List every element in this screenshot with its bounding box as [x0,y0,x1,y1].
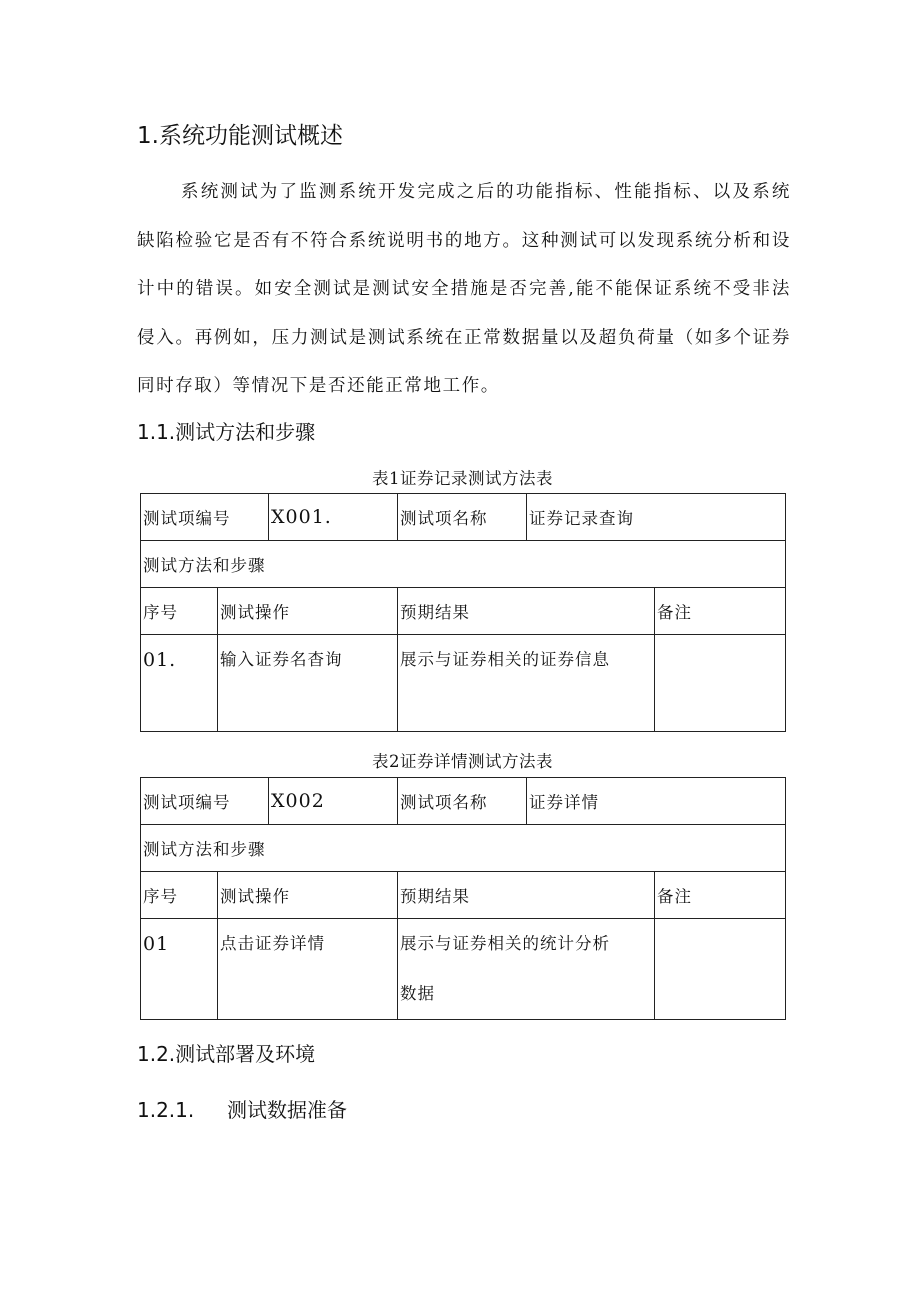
section-heading-1-1: 1.1.测试方法和步骤 [137,420,316,444]
row-note [655,919,786,1020]
item-name-label: 测试项名称 [398,778,527,825]
heading-number: 1.2.1. [137,1098,195,1122]
table1-caption: 表1证券记录测试方法表 [372,469,553,488]
heading-text: 测试数据准备 [227,1098,347,1122]
table1 [140,493,786,732]
section-heading-1-2: 1.2.测试部署及环境 [137,1042,316,1066]
table-row [141,635,786,732]
col-op-header: 测试操作 [218,588,398,635]
row-op: 点击证券详情 [218,919,398,1020]
intro-paragraph: 系统测试为了监测系统开发完成之后的功能指标、性能指标、以及系统缺陷检验它是否有不符合系统说明书的地方。这种测试可以发现系统分析和设计中的错误。如安全测试是测试安全措施是否完善,能不能保证系统不受非法侵入。再例如，压力测试是测试系统在正常数据量以及超负荷量（如多个证券同时存取）等情况下是否还能正常地工作。 [137,182,791,397]
col-seq-header: 序号 [141,872,218,919]
table2-column-header-row [141,872,786,919]
table1-header-row [141,494,786,541]
table1-column-header-row [141,588,786,635]
row-op: 输入证券名杳询 [218,635,398,732]
table2-caption: 表2证券详情测试方法表 [372,752,553,771]
row-note [655,635,786,732]
item-name-value: 证券记录查询 [527,494,786,541]
method-label: 测试方法和步骤 [141,541,786,588]
col-op-header: 测试操作 [218,872,398,919]
col-expect-header: 预期结果 [398,872,655,919]
item-no-value: X002 [269,778,398,825]
col-seq-header: 序号 [141,588,218,635]
table2 [140,777,786,1020]
table2-header-row [141,778,786,825]
method-label: 测试方法和步骤 [141,825,786,872]
section-heading-1-2-1 [137,1096,347,1124]
row-seq: 01 [141,919,218,1020]
item-no-value: X001. [269,494,398,541]
item-no-label: 测试项编号 [141,494,269,541]
row-seq: 01. [141,635,218,732]
row-expect: 展示与证券相关的证券信息 [398,635,655,732]
table2-method-row [141,825,786,872]
item-name-value: 证券详情 [527,778,786,825]
section-heading-1: 1.系统功能测试概述 [137,123,343,149]
table1-method-row [141,541,786,588]
row-expect: 展示与证券相关的统计分析数据 [398,919,655,1020]
item-no-label: 测试项编号 [141,778,269,825]
col-expect-header: 预期结果 [398,588,655,635]
col-note-header: 备注 [655,872,786,919]
table-row [141,919,786,1020]
item-name-label: 测试项名称 [398,494,527,541]
col-note-header: 备注 [655,588,786,635]
